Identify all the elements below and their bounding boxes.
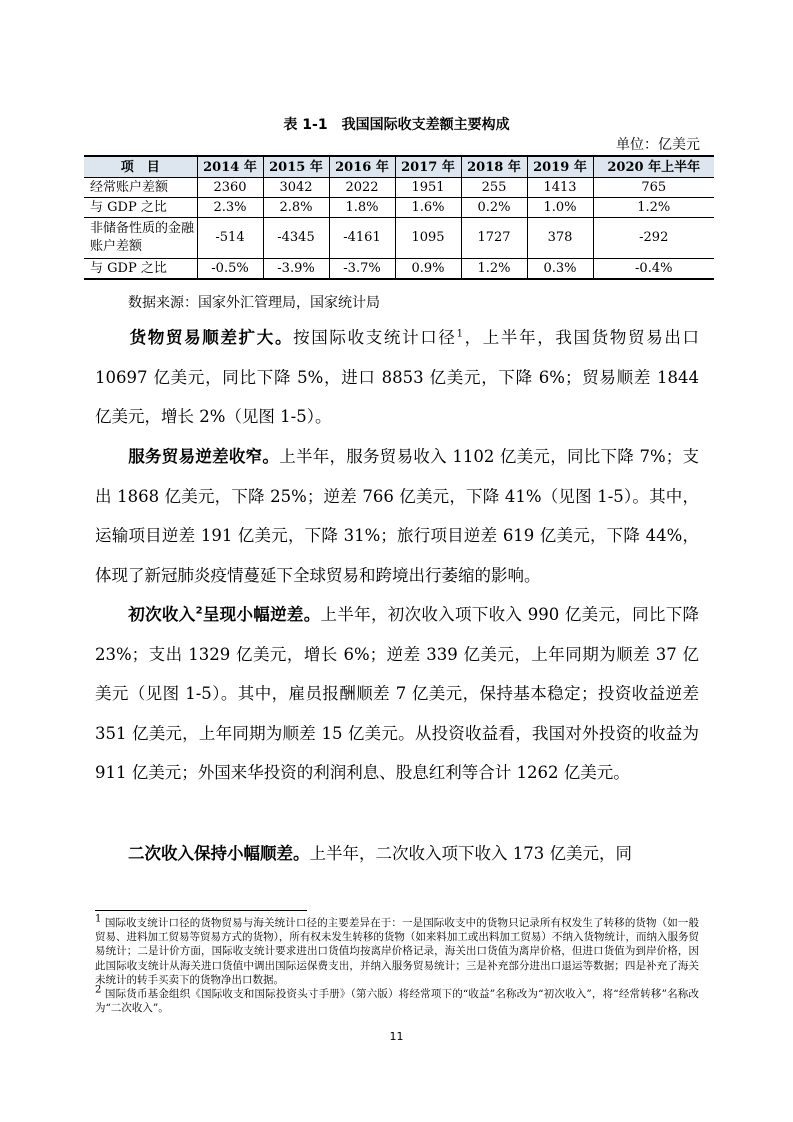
table-cell: 1.2%	[461, 259, 527, 280]
table-cell: 1.8%	[329, 198, 395, 218]
table-cell: 3042	[263, 178, 329, 198]
table-cell: 1095	[395, 218, 461, 259]
paragraph-services	[95, 437, 699, 595]
paragraph-text: ，上半年，我国货物贸易出口 10697 亿美元，同比下降 5%，进口 8853 亿美元，下降 6%；贸易顺差 1844 亿美元，增长 2%（见图 1-5）。	[95, 328, 700, 427]
table-row	[84, 198, 714, 218]
footnote-ref[interactable]: 1	[456, 328, 463, 340]
table-title: 表 1-1 我国国际收支差额主要构成	[283, 117, 510, 133]
table-cell: -292	[593, 218, 714, 259]
table-cell: 378	[527, 218, 593, 259]
footnote-text: 国际货币基金组织《国际收支和国际投资头寸手册》（第六版）将经常项下的“收益”名称改为“初次收入”，将“经常转移”名称改为“二次收入”。	[95, 988, 699, 1015]
footnote-ref[interactable]: 2	[195, 605, 203, 617]
paragraph-text: 上半年，服务贸易收入 1102 亿美元，同比下降 7%；支出 1868 亿美元，下降 25%；逆差 766 亿美元，下降 41%（见图 1-5）。其中，运输项目逆差 191 亿美元，下降 31%；旅行项目逆差 619 亿美元，下降 44%，体现了新冠肺炎疫情蔓延下全球贸易和跨境出行萎缩的影响。	[95, 447, 699, 585]
table-cell: -4161	[329, 218, 395, 259]
row-label: 非储备性质的金融账户差额	[84, 218, 197, 259]
footnote-number: 2	[95, 984, 102, 996]
paragraph-lead: 呈现小幅逆差。	[202, 605, 321, 624]
table-cell: 1727	[461, 218, 527, 259]
table-row	[84, 259, 714, 280]
paragraph-lead: 初次收入	[128, 605, 196, 624]
paragraph-goods	[95, 318, 699, 437]
paragraph-primary-income	[95, 595, 699, 793]
table-cell: -514	[197, 218, 263, 259]
table-source: 数据来源：国家外汇管理局，国家统计局	[128, 295, 380, 311]
table-cell: -3.9%	[263, 259, 329, 280]
paragraph-text: 上半年，二次收入项下收入 173 亿美元，同	[309, 844, 632, 863]
table-cell: 1.0%	[527, 198, 593, 218]
footnote-1	[95, 913, 699, 987]
footnote-2	[95, 984, 699, 1015]
header-2020h1: 2020 年上半年	[593, 156, 714, 178]
table-header-row	[84, 156, 714, 178]
table-cell: 765	[593, 178, 714, 198]
table-cell: -3.7%	[329, 259, 395, 280]
table-cell: 1413	[527, 178, 593, 198]
header-2016: 2016 年	[329, 156, 395, 178]
table-cell: 2.8%	[263, 198, 329, 218]
table-cell: 255	[461, 178, 527, 198]
table-cell: 2.3%	[197, 198, 263, 218]
row-label: 与 GDP 之比	[84, 259, 197, 280]
table-unit: 单位：亿美元	[616, 137, 700, 153]
table-cell: 0.3%	[527, 259, 593, 280]
footnote-number: 1	[95, 913, 102, 925]
page-number: 11	[389, 1030, 404, 1043]
table-cell: 0.2%	[461, 198, 527, 218]
table-cell: -0.5%	[197, 259, 263, 280]
paragraph-lead: 货物贸易顺差扩大。	[128, 328, 294, 347]
paragraph-lead: 服务贸易逆差收窄。	[128, 447, 280, 466]
footnote-text: 国际收支统计口径的货物贸易与海关统计口径的主要差异在于：一是国际收支中的货物只记录所有权发生了转移的货物（如一般贸易、进料加工贸易等贸易方式的货物），所有权未发生转移的货物（如来料加工或出料加工贸易）不纳入货物统计，而纳入服务贸易统计；二是计价方面，国际收支统计要求进出口货值均按离岸价格记录，海关出口货值为离岸价格，但进口货值为到岸价格，因此国际收支统计从海关进口货值中调出国际运保费支出，并纳入服务贸易统计；三是补充部分进出口退运等数据；四是补充了海关未统计的转手买卖下的货物净出口数据。	[95, 917, 699, 986]
table-cell: 1.2%	[593, 198, 714, 218]
header-2015: 2015 年	[263, 156, 329, 178]
paragraph-text: 上半年，初次收入项下收入 990 亿美元，同比下降 23%；支出 1329 亿美元，增长 6%；逆差 339 亿美元，上年同期为顺差 37 亿美元（见图 1-5）。其中，雇员报酬顺差 7 亿美元，保持基本稳定；投资收益逆差 351 亿美元，上年同期为顺差 15 亿美元。从投资收益看，我国对外投资的收益为 911 亿美元；外国来华投资的利润利息、股息红利等合计 1262 亿美元。	[95, 605, 700, 783]
balance-table	[84, 155, 714, 280]
table-cell: 2360	[197, 178, 263, 198]
table-cell: 1.6%	[395, 198, 461, 218]
table-cell: -0.4%	[593, 259, 714, 280]
header-2019: 2019 年	[527, 156, 593, 178]
header-2014: 2014 年	[197, 156, 263, 178]
header-2017: 2017 年	[395, 156, 461, 178]
table-row	[84, 218, 714, 259]
paragraph-text: 按国际收支统计口径	[293, 328, 457, 347]
row-label: 与 GDP 之比	[84, 198, 197, 218]
table-cell: 1951	[395, 178, 461, 198]
footnotes	[95, 913, 699, 1015]
table-row	[84, 178, 714, 198]
paragraph-secondary-income	[95, 834, 699, 874]
header-item: 项 目	[84, 156, 197, 178]
header-2018: 2018 年	[461, 156, 527, 178]
table-cell: 0.9%	[395, 259, 461, 280]
table-cell: -4345	[263, 218, 329, 259]
table-cell: 2022	[329, 178, 395, 198]
row-label: 经常账户差额	[84, 178, 197, 198]
paragraph-lead: 二次收入保持小幅顺差。	[128, 844, 310, 863]
footnote-divider	[95, 910, 307, 911]
